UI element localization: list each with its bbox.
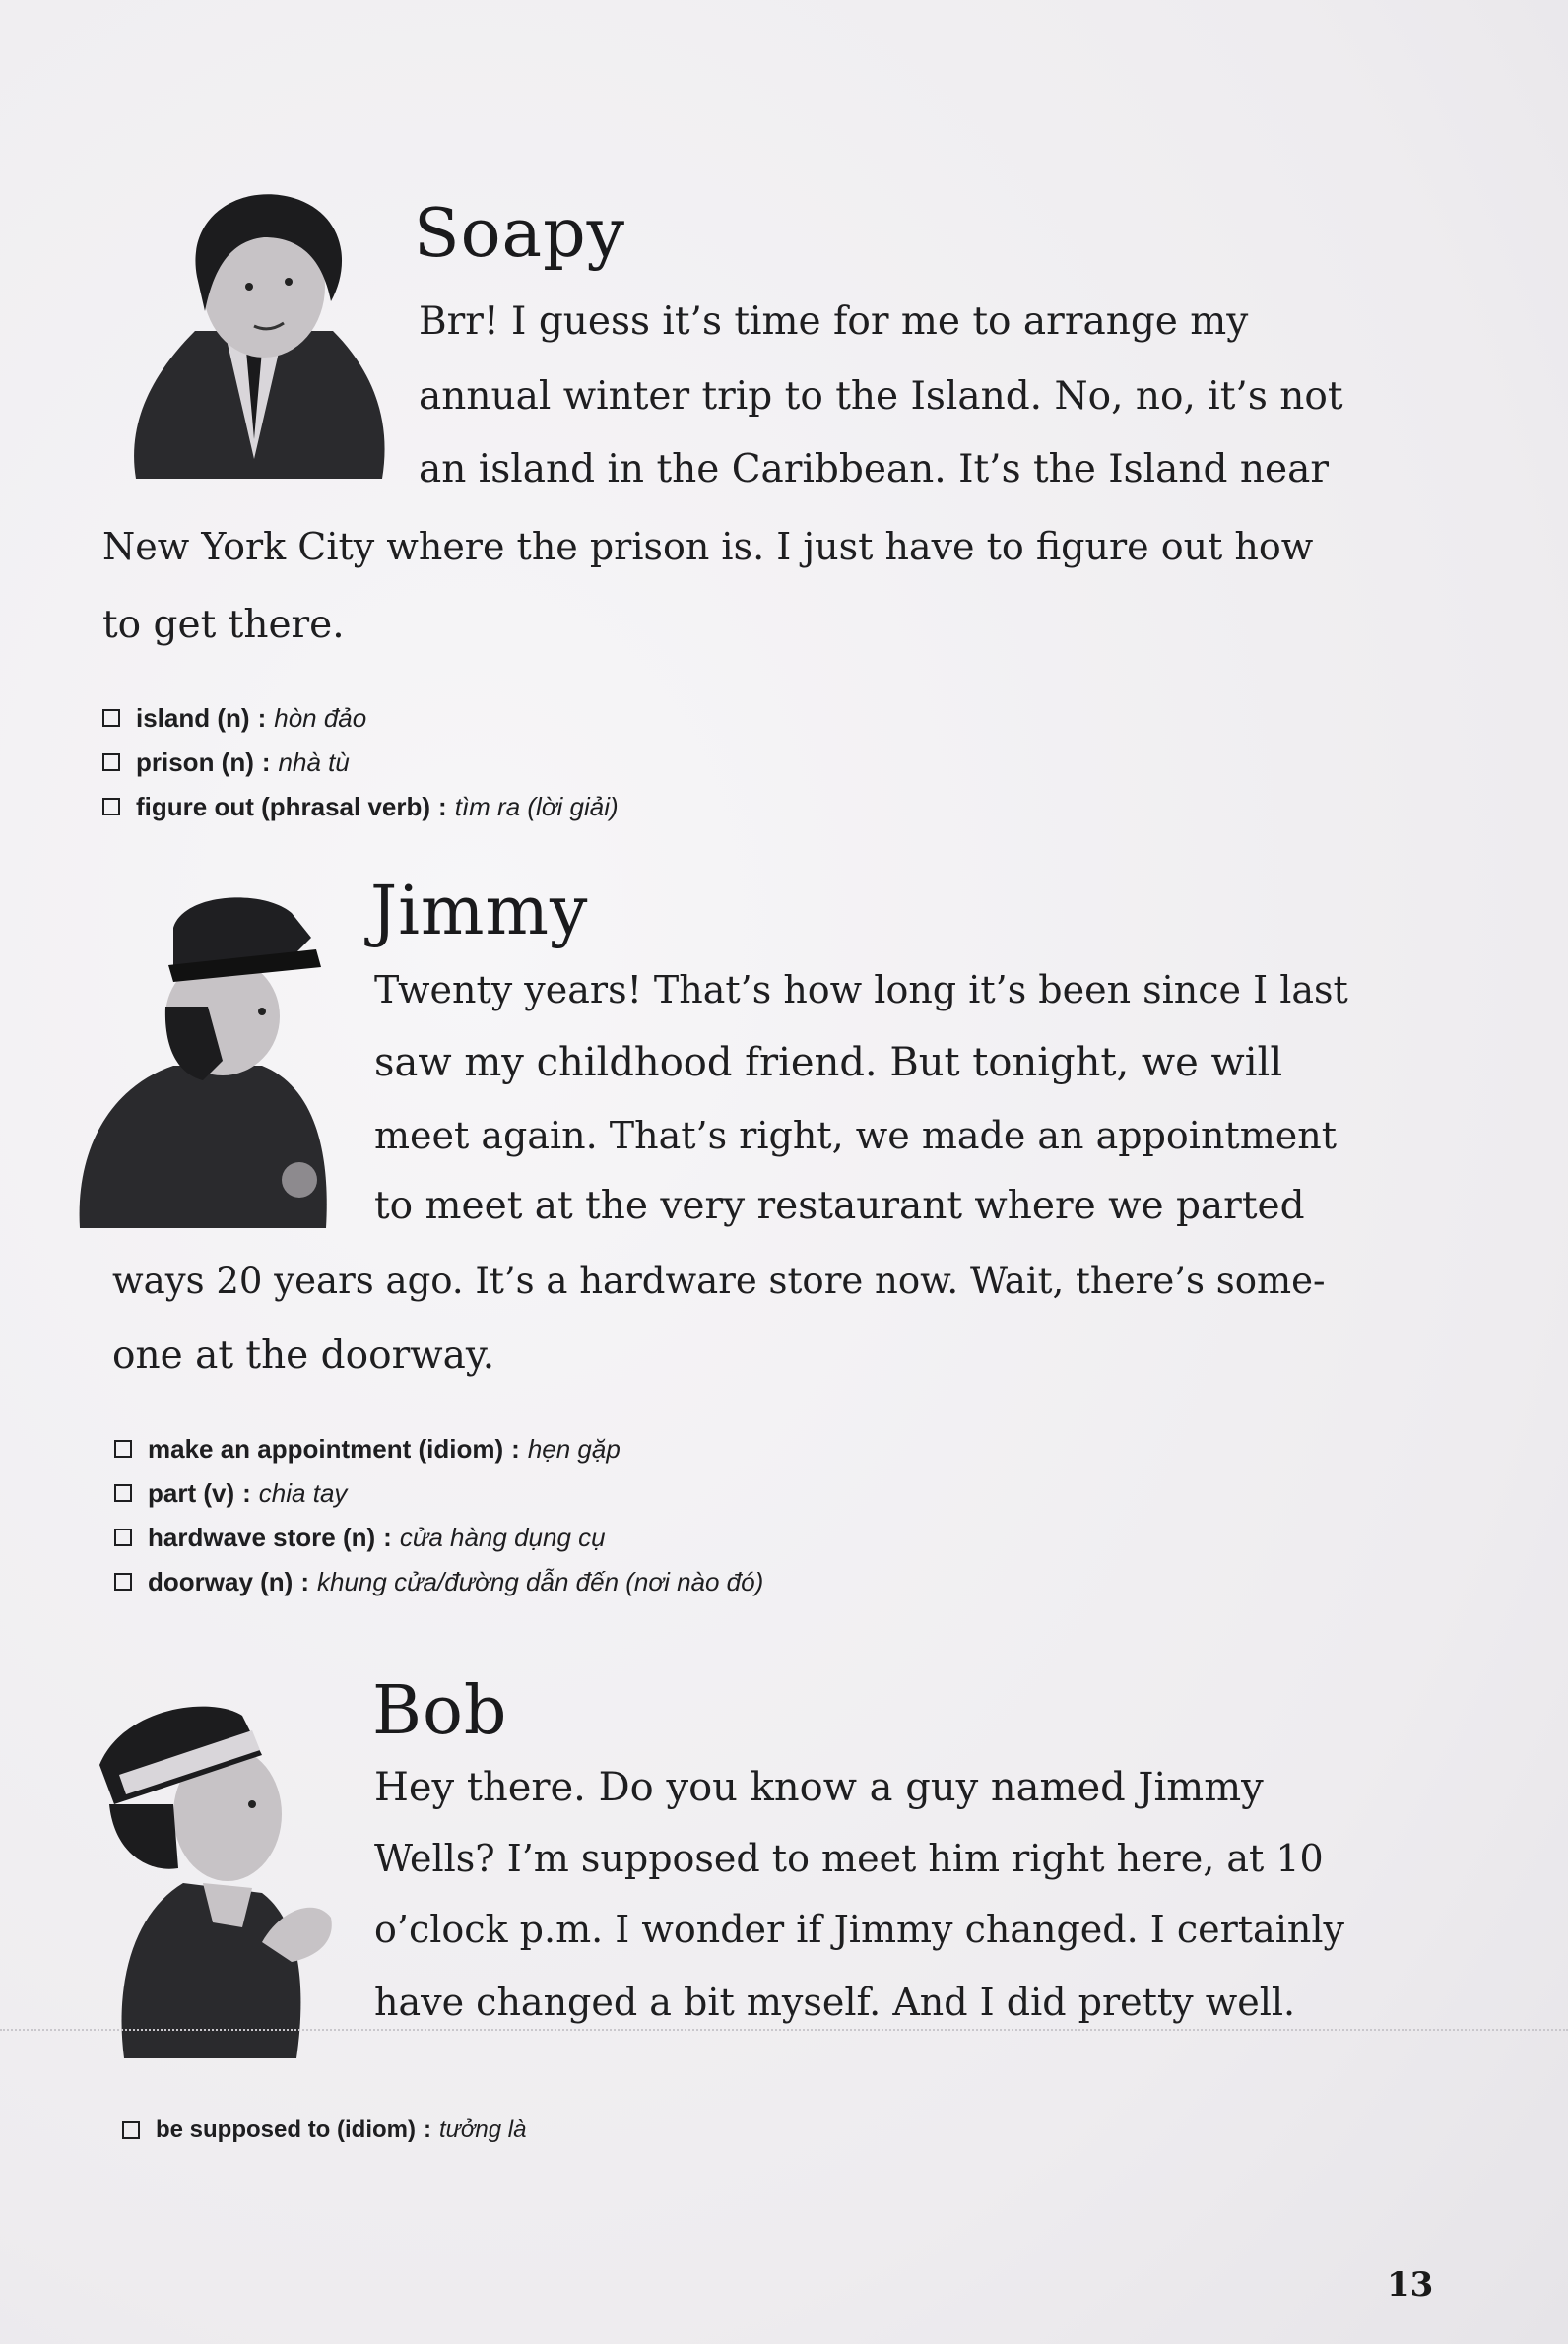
story-line: an island in the Caribbean. It’s the Island near [419,447,1329,491]
checkbox[interactable] [114,1440,132,1458]
vocab-meaning: tưởng là [439,2116,527,2143]
story-line: to meet at the very restaurant where we parted [374,1184,1305,1228]
story-line: ways 20 years ago. It’s a hardware store now. Wait, there’s some- [112,1260,1326,1302]
vocab-term: figure out (phrasal verb) [136,791,431,821]
page-number: 13 [1387,2265,1434,2305]
vocab-term: hardwave store (n) [148,1522,376,1552]
vocab-item: part (v) : chia tay [114,1470,763,1515]
story-line: to get there. [102,603,345,647]
vocab-list [114,1426,763,1603]
bob-portrait-icon [95,1696,341,2058]
jimmy-portrait-icon [75,888,331,1228]
checkbox[interactable] [102,753,120,771]
vocab-term: prison (n) [136,747,254,777]
vocab-term: make an appointment (idiom) [148,1433,504,1464]
vocab-item: hardwave store (n) : cửa hàng dụng cụ [114,1515,763,1559]
checkbox[interactable] [102,709,120,727]
vocab-term: part (v) [148,1477,235,1508]
story-line: have changed a bit myself. And I did pretty well. [374,1981,1296,2024]
vocab-list [102,695,619,828]
character-name: Bob [372,1672,508,1750]
checkbox[interactable] [114,1529,132,1546]
checkbox[interactable] [114,1484,132,1502]
story-line: o’clock p.m. I wonder if Jimmy changed. I certainly [374,1908,1344,1951]
vocab-meaning: hẹn gặp [527,1433,621,1464]
vocab-item: be supposed to (idiom) : tưởng là [122,2108,526,2152]
vocab-meaning: tìm ra (lời giải) [454,791,619,821]
checkbox[interactable] [122,2121,140,2139]
story-line: meet again. That’s right, we made an appointment [374,1114,1337,1157]
divider [0,2029,1568,2031]
vocab-meaning: cửa hàng dụng cụ [399,1522,606,1552]
vocab-item: prison (n) : nhà tù [102,740,619,784]
story-line: New York City where the prison is. I just have to figure out how [102,525,1314,568]
vocab-meaning: khung cửa/đường dẫn đến (nơi nào đó) [317,1566,764,1596]
vocab-meaning: chia tay [258,1477,348,1508]
vocab-meaning: nhà tù [278,747,350,777]
character-name: Soapy [414,195,626,273]
vocab-item: doorway (n) : khung cửa/đường dẫn đến (nơi nào đó) [114,1559,763,1603]
vocab-list [122,2108,526,2152]
vocab-item: figure out (phrasal verb) : tìm ra (lời giải) [102,784,619,828]
soapy-portrait-icon [106,183,392,479]
vocab-item: make an appointment (idiom) : hẹn gặp [114,1426,763,1470]
story-line: Hey there. Do you know a guy named Jimmy [374,1765,1264,1810]
character-name: Jimmy [370,873,589,950]
story-line: annual winter trip to the Island. No, no, it’s not [419,374,1343,419]
story-line: Brr! I guess it’s time for me to arrange my [419,299,1249,344]
vocab-term: doorway (n) [148,1566,294,1596]
vocab-item: island (n) : hòn đảo [102,695,619,740]
checkbox[interactable] [114,1573,132,1591]
vocab-meaning: hòn đảo [274,702,367,733]
story-line: one at the doorway. [112,1334,495,1378]
story-line: Wells? I’m supposed to meet him right here, at 10 [374,1837,1324,1880]
checkbox[interactable] [102,798,120,815]
vocab-term: island (n) [136,702,250,733]
vocab-term: be supposed to (idiom) [156,2116,416,2143]
story-line: saw my childhood friend. But tonight, we will [374,1040,1283,1085]
story-line: Twenty years! That’s how long it’s been since I last [374,968,1348,1011]
